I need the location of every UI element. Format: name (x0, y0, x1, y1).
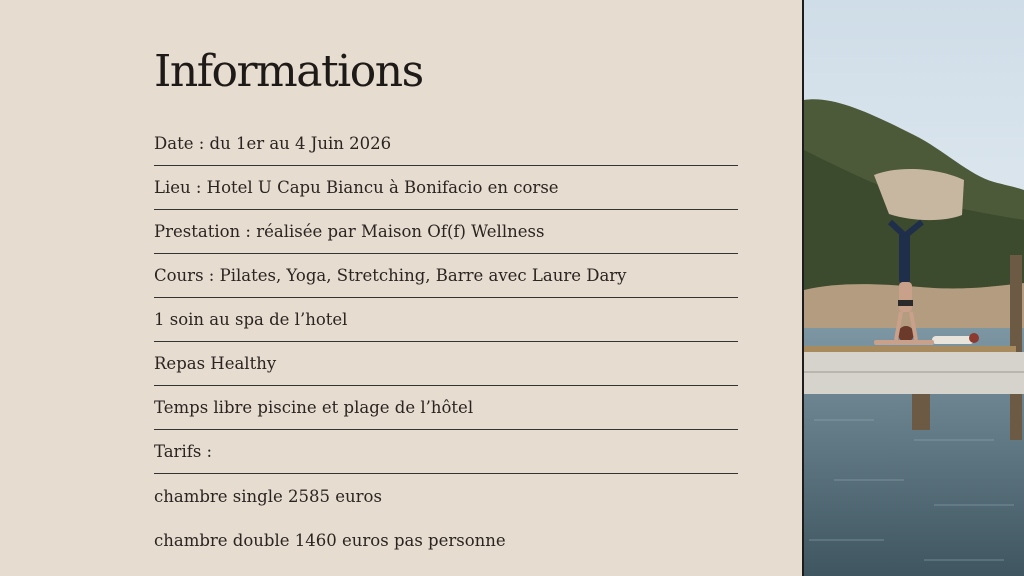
info-row-rates-heading: Tarifs : (154, 430, 738, 474)
info-row-date: Date : du 1er au 4 Juin 2026 (154, 122, 738, 166)
yoga-pier-photo (804, 0, 1024, 576)
page-title: Informations (154, 46, 423, 97)
info-list (154, 122, 738, 562)
info-row-meals: Repas Healthy (154, 342, 738, 386)
info-row-service: Prestation : réalisée par Maison Of(f) Wellness (154, 210, 738, 254)
info-row-free-time: Temps libre piscine et plage de l’hôtel (154, 386, 738, 430)
info-row-spa: 1 soin au spa de l’hotel (154, 298, 738, 342)
info-row-single-room: chambre single 2585 euros (154, 486, 382, 506)
info-row-classes: Cours : Pilates, Yoga, Stretching, Barre avec Laure Dary (154, 254, 738, 298)
info-row-double-room: chambre double 1460 euros pas personne (154, 530, 506, 550)
info-row-location: Lieu : Hotel U Capu Biancu à Bonifacio en corse (154, 166, 738, 210)
